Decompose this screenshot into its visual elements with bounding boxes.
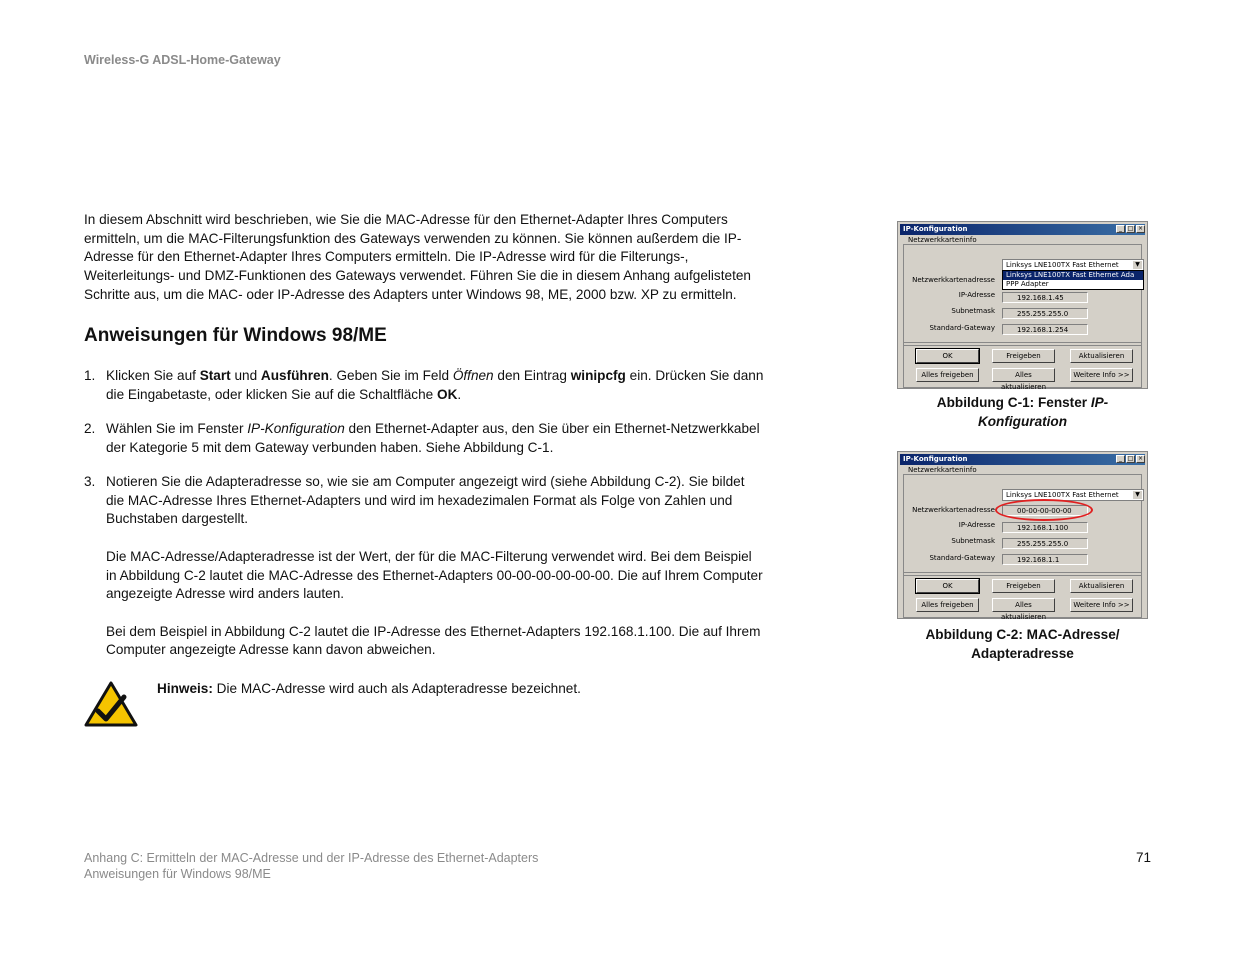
gateway-label: Standard-Gateway — [929, 324, 995, 332]
ip-label: IP-Adresse — [958, 521, 995, 529]
close-icon[interactable]: × — [1137, 455, 1144, 462]
note-label: Hinweis: — [157, 681, 213, 696]
step-bold: Ausführen — [260, 368, 329, 383]
adapter-dropdown[interactable] — [1002, 270, 1144, 290]
checkmark-warning-icon — [84, 681, 138, 727]
running-header: Wireless-G ADSL-Home-Gateway — [84, 53, 281, 67]
step-text: Klicken Sie auf — [106, 368, 200, 383]
step-italic: Öffnen — [452, 368, 494, 383]
chevron-down-icon: ▼ — [1133, 491, 1142, 499]
gateway-value: 192.168.1.254 — [1002, 324, 1088, 335]
footer-chapter: Anhang C: Ermitteln der MAC-Adresse und der IP-Adresse des Ethernet-Adapters — [84, 851, 539, 865]
window-titlebar: IP-Konfiguration — [900, 224, 1145, 235]
step-body: Notieren Sie die Adapteradresse so, wie sie am Computer angezeigt wird (siehe Abbildung C-2). Sie bildet die MAC-Adresse Ihres Ethernet-Adapters und wird im hexadezimalen Format als Folge von Zahlen und Buchstaben dargestellt. — [106, 474, 745, 527]
intro-paragraph — [84, 211, 764, 305]
dropdown-option[interactable]: PPP Adapter — [1006, 280, 1049, 288]
ok-button[interactable]: OK — [916, 349, 979, 363]
step-text: . Geben Sie im Feld — [328, 368, 453, 383]
window-titlebar: IP-Konfiguration — [900, 454, 1145, 465]
ip-value: 192.168.1.100 — [1002, 522, 1088, 533]
subnet-label: Subnetmask — [951, 307, 995, 315]
maximize-icon[interactable]: □ — [1127, 225, 1134, 232]
ip-config-window-1 — [897, 221, 1148, 389]
intro-text: In diesem Abschnitt wird beschrieben, wie Sie die MAC-Adresse für den Ethernet-Adapter Ihres Computers ermitteln, um die MAC-Filterungsfunktion des Gateways verwenden zu können. Sie können außerdem die IP-Adresse für den Ethernet-Adapter Ihres Computers ermitteln. Die IP-Adresse wird für die Filterungs-, Weiterleitungs- und DMZ-Funktionen des Gateways verwendet. Führen Sie die in diesem Anhang aufgelisteten Schritte aus, um die MAC- oder IP-Adresse des Adapters unter Windows 98, ME, 2000 bzw. XP zu ermitteln. — [84, 212, 751, 302]
caption-italic: IP-Konfiguration — [977, 395, 1109, 429]
group-label: Netzwerkkarteninfo — [908, 466, 977, 474]
release-all-button[interactable]: Alles freigeben — [916, 598, 979, 612]
ip-label: IP-Adresse — [958, 291, 995, 299]
adapter-address-label: Netzwerkkartenadresse — [912, 506, 995, 514]
step-paragraph: Die MAC-Adresse/Adapteradresse ist der Wert, der für die MAC-Filterung verwendet wird. Bei dem Beispiel in Abbildung C-2 lautet die MAC-Adresse des Ethernet-Adapters 00-00-00-00-00-00. Die auf Ihrem Computer angezeigte Adresse wird anders lauten. — [106, 548, 763, 602]
step-text: . — [457, 386, 462, 402]
step-1 — [84, 367, 764, 404]
step-text: den Eintrag — [493, 368, 571, 383]
page-number: 71 — [1136, 850, 1152, 865]
subnet-value: 255.255.255.0 — [1002, 538, 1088, 549]
step-bold: OK — [437, 386, 458, 402]
note-body: Die MAC-Adresse wird auch als Adapteradresse bezeichnet. — [212, 681, 581, 696]
mac-address-value: 00-00-00-00-00 — [1002, 505, 1088, 516]
caption-text: Abbildung C-1: Fenster — [936, 395, 1091, 410]
renew-button[interactable]: Aktualisieren — [1070, 349, 1133, 363]
step-text: ein. Drücken Sie dann die Eingabetaste, oder klicken Sie auf die Schaltfläche — [106, 368, 764, 402]
step-italic: IP-Konfiguration — [247, 421, 345, 436]
step-bold: Start — [199, 368, 231, 383]
footer — [84, 850, 538, 882]
ip-value: 192.168.1.45 — [1002, 292, 1088, 303]
step-text: Wählen Sie im Fenster — [106, 421, 248, 436]
step-number: 3. — [84, 474, 96, 489]
step-paragraph: Bei dem Beispiel in Abbildung C-2 lautet die IP-Adresse des Ethernet-Adapters 192.168.1.100. Die auf Ihrem Computer angezeigte Adresse kann davon abweichen. — [106, 623, 761, 658]
subnet-value: 255.255.255.0 — [1002, 308, 1088, 319]
step-3 — [84, 473, 764, 660]
renew-all-button[interactable]: Alles aktualisieren — [992, 368, 1055, 382]
figure-2-caption: Abbildung C-2: MAC-Adresse/ Adapteradresse — [925, 627, 1120, 661]
renew-button[interactable]: Aktualisieren — [1070, 579, 1133, 593]
release-button[interactable]: Freigeben — [992, 349, 1055, 363]
adapter-address-label: Netzwerkkartenadresse — [912, 276, 995, 284]
more-info-button[interactable]: Weitere Info >> — [1070, 598, 1133, 612]
adapter-select-value: Linksys LNE100TX Fast Ethernet — [1006, 261, 1119, 269]
release-all-button[interactable]: Alles freigeben — [916, 368, 979, 382]
step-text: und — [230, 368, 261, 383]
note-text — [157, 681, 581, 696]
step-number: 1. — [84, 368, 96, 383]
gateway-value: 192.168.1.1 — [1002, 554, 1088, 565]
group-label: Netzwerkkarteninfo — [908, 236, 977, 244]
step-body — [106, 367, 764, 404]
gateway-label: Standard-Gateway — [929, 554, 995, 562]
figure-1-caption — [897, 394, 1148, 431]
step-bold: winipcfg — [570, 368, 626, 383]
mac-highlight-circle — [995, 499, 1093, 521]
maximize-icon[interactable]: □ — [1127, 455, 1134, 462]
more-info-button[interactable]: Weitere Info >> — [1070, 368, 1133, 382]
adapter-select-value: Linksys LNE100TX Fast Ethernet — [1006, 491, 1119, 499]
dropdown-option[interactable]: Linksys LNE100TX Fast Ethernet Ada — [1003, 271, 1143, 280]
renew-all-button[interactable]: Alles aktualisieren — [992, 598, 1055, 612]
step-2 — [84, 420, 764, 457]
step-number: 2. — [84, 421, 96, 436]
chevron-down-icon: ▼ — [1133, 261, 1142, 269]
section-heading: Anweisungen für Windows 98/ME — [84, 325, 387, 346]
step-text: den Ethernet-Adapter aus, den Sie über ein Ethernet-Netzwerkkabel der Kategorie 5 mit dem Gateway verbunden haben. Siehe Abbildung C-1. — [106, 421, 760, 455]
ip-config-window-2 — [897, 451, 1148, 619]
step-body — [106, 420, 764, 457]
window-controls — [1116, 225, 1145, 233]
minimize-icon[interactable]: _ — [1116, 455, 1125, 463]
close-icon[interactable]: × — [1137, 225, 1144, 232]
subnet-label: Subnetmask — [951, 537, 995, 545]
minimize-icon[interactable]: _ — [1116, 225, 1125, 233]
ok-button[interactable]: OK — [916, 579, 979, 593]
release-button[interactable]: Freigeben — [992, 579, 1055, 593]
window-controls — [1116, 455, 1145, 463]
footer-section: Anweisungen für Windows 98/ME — [84, 867, 271, 881]
